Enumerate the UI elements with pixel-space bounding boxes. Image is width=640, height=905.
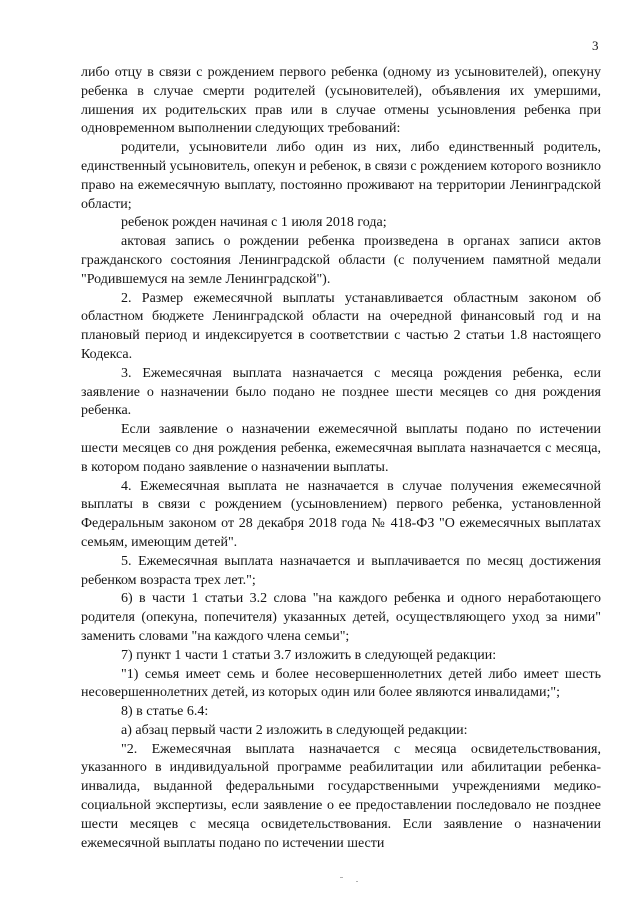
page-number: 3: [592, 38, 599, 53]
paragraph: родители, усыновители либо один из них, либо единственный родитель, единственный усыновитель, опекун и ребенок, в связи с рождением которого возникло право на ежемесячную выплату, постоянно проживают на территории Ленинградской области;: [81, 140, 601, 212]
paragraph: 3. Ежемесячная выплата назначается с месяца рождения ребенка, если заявление о назначении было подано не позднее шести месяцев со дня рождения ребенка.: [81, 365, 601, 419]
paragraph: 7) пункт 1 части 1 статьи 3.7 изложить в следующей редакции:: [121, 647, 497, 663]
paragraph: 2. Размер ежемесячной выплаты устанавливается областным законом об областном бюджете Ленинградской области на очередной финансовый год и на плановый период и индексируется в соответствии с частью 2 статьи 1.8 настоящего Кодекса.: [81, 290, 601, 362]
paragraph: Если заявление о назначении ежемесячной выплаты подано по истечении шести месяцев со дня рождения ребенка, ежемесячная выплата назначается с месяца, в котором подано заявление о назначении выплаты.: [81, 422, 601, 475]
scan-artifact: [356, 881, 358, 882]
scan-artifact: [340, 877, 343, 878]
paragraph: а) абзац первый части 2 изложить в следующей редакции:: [121, 722, 468, 738]
paragraph: 5. Ежемесячная выплата назначается и выплачивается по месяц достижения ребенком возраста трех лет.";: [81, 553, 601, 588]
paragraph: ребенок рожден начиная с 1 июля 2018 года;: [121, 215, 387, 231]
paragraph: 6) в части 1 статьи 3.2 слова "на каждого ребенка и одного неработающего родителя (опекуна, попечителя) указанных детей, осуществляющего уход за ними" заменить словами "на каждого члена семьи";: [81, 591, 601, 644]
paragraph: 4. Ежемесячная выплата не назначается в случае получения ежемесячной выплаты в связи с рождением (усыновлением) первого ребенка, установленной Федеральным законом от 28 декабря 2018 года № 418-ФЗ "О ежемесячных выплатах семьям, имеющим детей".: [81, 478, 601, 550]
paragraph: "1) семья имеет семь и более несовершеннолетних детей либо имеет шесть несовершеннолетних детей, из которых один или более являются инвалидами;";: [81, 666, 601, 701]
paragraph: "2. Ежемесячная выплата назначается с месяца освидетельствования, указанного в индивидуальной программе реабилитации или абилитации ребенка-инвалида, выданной федеральными государственными учреждениями медико-социальной экспертизы, если заявление о ее предоставлении последовало не позднее шести месяцев с месяца освидетельствования. Если заявление о назначении ежемесячной выплаты подано по истечении шести: [81, 741, 601, 851]
paragraph: либо отцу в связи с рождением первого ребенка (одному из усыновителей), опекуну ребенка в случае смерти родителей (усыновителей), объявления их умершими, лишения их родительских прав или в случае отмены усыновления ребенка при одновременном выполнении следующих требований:: [81, 65, 601, 137]
document-body: [81, 64, 601, 853]
paragraph: 8) в статье 6.4:: [121, 704, 209, 720]
paragraph: актовая запись о рождении ребенка произведена в органах записи актов гражданского состояния Ленинградской области (с получением памятной медали "Родившемуся на земле Ленинградской").: [81, 234, 601, 287]
